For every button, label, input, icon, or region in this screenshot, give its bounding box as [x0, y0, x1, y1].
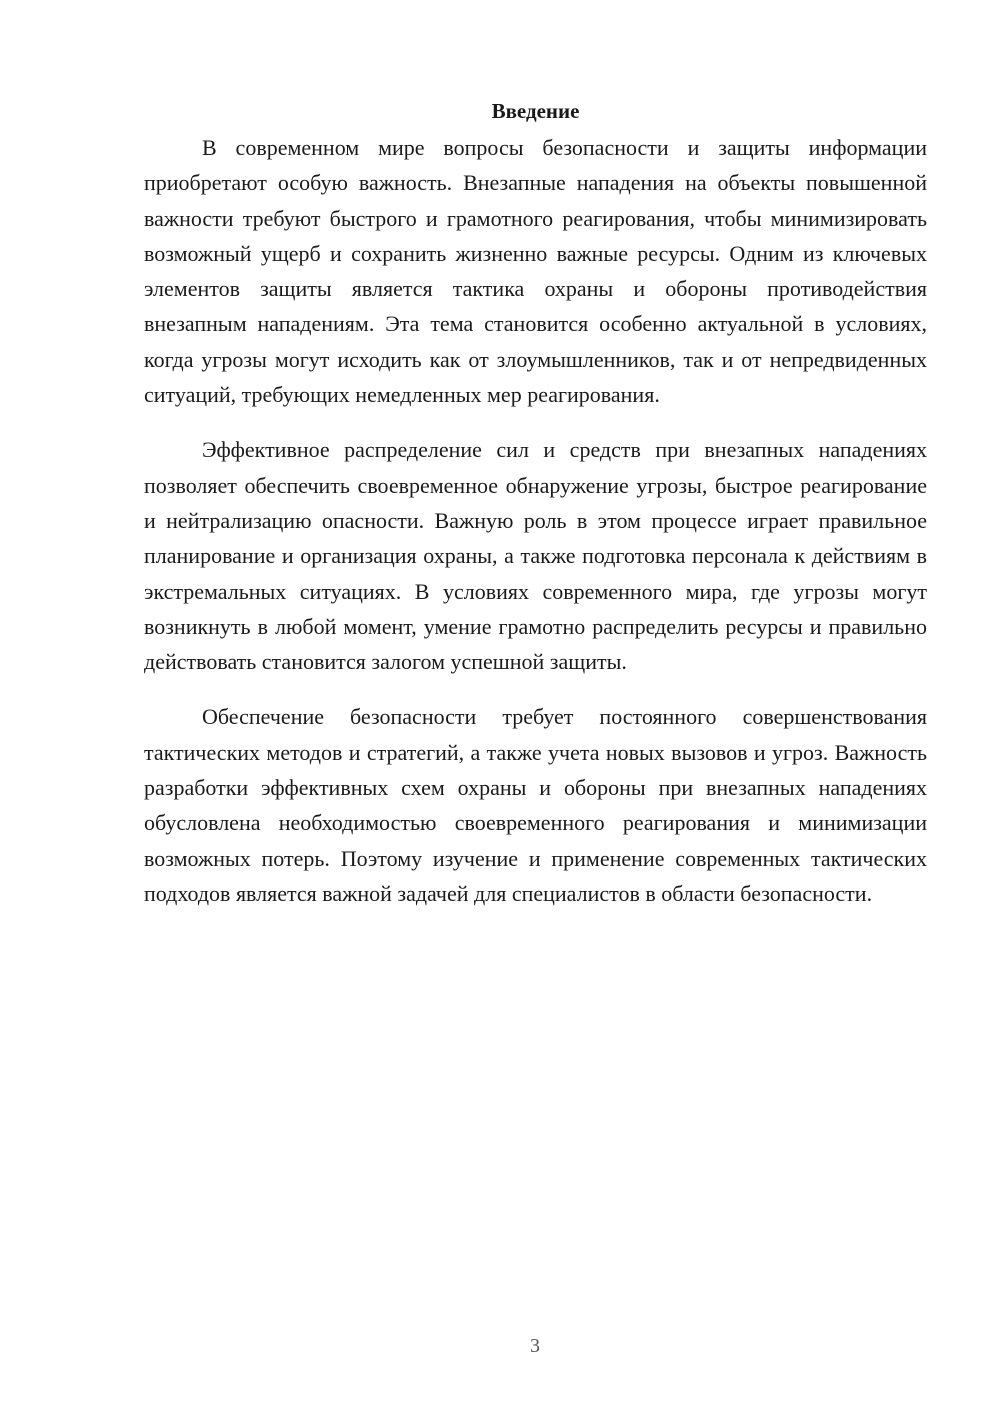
- page-number: 3: [530, 1335, 540, 1357]
- paragraph-3: Обеспечение безопасности требует постоянного совершенствования тактических методов и стратегий, а также учета новых вызовов и угроз. Важность разработки эффективных схем охраны и обороны при внезапных нападениях обусловлена необходимостью своевременного реагирования и минимизации возможных потерь. Поэтому изучение и применение современных тактических подходов является важной задачей для специалистов в области безопасности.: [144, 704, 927, 906]
- section-title: Введение: [491, 99, 580, 123]
- paragraph-1: В современном мире вопросы безопасности и защиты информации приобретают особую важность. Внезапные нападения на объекты повышенной важности требуют быстрого и грамотного реагирования, чтобы минимизировать возможный ущерб и сохранить жизненно важные ресурсы. Одним из ключевых элементов защиты является тактика охраны и обороны противодействия внезапным нападениям. Эта тема становится особенно актуальной в условиях, когда угрозы могут исходить как от злоумышленников, так и от непредвиденных ситуаций, требующих немедленных мер реагирования.: [144, 135, 927, 408]
- paragraph-2: Эффективное распределение сил и средств при внезапных нападениях позволяет обеспечить своевременное обнаружение угрозы, быстрое реагирование и нейтрализацию опасности. Важную роль в этом процессе играет правильное планирование и организация охраны, а также подготовка персонала к действиям в экстремальных ситуациях. В условиях современного мира, где угрозы могут возникнуть в любой момент, умение грамотно распределить ресурсы и правильно действовать становится залогом успешной защиты.: [144, 437, 927, 675]
- document-body: [144, 96, 927, 931]
